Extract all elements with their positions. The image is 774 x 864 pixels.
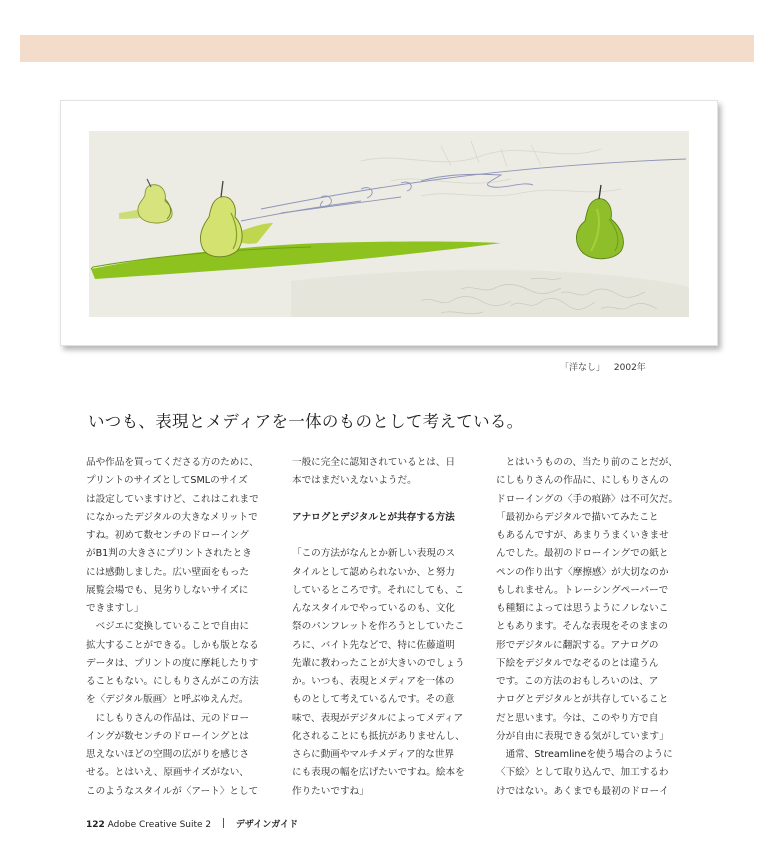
text-line: イングが数センチのドローイングとは — [86, 730, 249, 742]
text-line: ともあります。そんな表現をそのままの — [496, 621, 668, 633]
text-line: んなスタイルでやっているのも、文化 — [292, 603, 455, 614]
text-line: です。この方法のおもしろいのは、ア — [496, 676, 659, 687]
text-line: 作りたいですね」 — [292, 785, 369, 797]
text-line: 形でデジタルに翻訳する。アナログの — [496, 639, 659, 651]
text-line: 本ではまだいえないようだ。 — [292, 475, 417, 487]
text-column-2 — [292, 454, 482, 801]
text-line: すね。初めて数センチのドローイング — [86, 530, 249, 541]
text-line: 一般に完全に認知されているとは、日 — [292, 457, 456, 468]
text-line: を〈デジタル版画〉と呼ぶゆえんだ。 — [86, 694, 249, 706]
text-line: も種類によっては思うようにノレないこ — [496, 603, 669, 614]
text-line: んでした。最初のドローイングでの紙と — [496, 548, 669, 560]
section-name: デザインガイド — [235, 820, 299, 830]
text-column-1 — [86, 454, 276, 801]
page-number: 122 — [86, 820, 105, 830]
text-line: 化されることにも抵抗がありませんし、 — [292, 730, 465, 742]
text-line: 祭のパンフレットを作ろうとしていたこ — [292, 621, 465, 633]
text-line: けではない。あくまでも最初のドローイ — [496, 785, 669, 797]
text-line: 「この方法がなんとか新しい表現のス — [292, 548, 456, 560]
text-line — [292, 491, 482, 509]
footer-divider — [223, 818, 224, 828]
text-line: は設定していますけど、これはこれまで — [86, 493, 259, 505]
artwork-illustration — [61, 101, 717, 345]
text-line: 拡大することができる。しかも版となる — [86, 639, 259, 651]
page-footer — [86, 817, 298, 830]
text-line: ろに、バイト先などで、特に佐藤道明 — [292, 639, 455, 651]
text-line: がB1判の大きさにプリントされたとき — [86, 548, 252, 560]
text-line: とはいうものの、当たり前のことだが、 — [496, 457, 678, 468]
artwork-year: 2002年 — [613, 363, 646, 373]
text-line: ベジエに変換していることで自由に — [86, 621, 250, 633]
text-line: 品や作品を買ってくださる方のために、 — [86, 457, 259, 468]
text-line: ることもない。にしもりさんがこの方法 — [86, 676, 259, 687]
text-line: 〈下絵〉として取り込んで、加工するわ — [496, 767, 669, 779]
text-line: 通常、Streamlineを使う場合のように — [496, 749, 673, 760]
text-line: 先輩に教わったことが大きいのでしょう — [292, 657, 465, 669]
text-line: か。いつも、表現とメディアを一体の — [292, 676, 455, 687]
text-line: もしれません。トレーシングペーパーで — [496, 584, 669, 596]
text-line: ペンの作り出す〈摩擦感〉が大切なのか — [496, 566, 669, 578]
text-line: だと思います。今は、このやり方で自 — [496, 712, 659, 724]
text-line: 味で、表現がデジタルによってメディア — [292, 712, 464, 724]
text-line: 展覧会場でも、見劣りしないサイズに — [86, 584, 249, 596]
text-line — [292, 527, 482, 545]
headline: いつも、表現とメディアを一体のものとして考えている。 — [88, 412, 524, 431]
artwork-title: 「洋なし」 — [560, 363, 606, 373]
text-line: 下絵をデジタルでなぞるのとは違うん — [496, 657, 659, 669]
text-line: タイルとして認められないか、と努力 — [292, 566, 455, 578]
artwork-caption — [560, 360, 646, 373]
book-title: Adobe Creative Suite 2 — [107, 820, 212, 830]
text-line: にも表現の幅を広げたいですね。絵本を — [292, 767, 465, 779]
text-line: 「最初からデジタルで描いてみたこと — [496, 511, 659, 523]
text-line: プリントのサイズとしてSMLのサイズ — [86, 475, 248, 487]
text-line: 思えないほどの空間の広がりを感じさ — [86, 749, 250, 760]
text-line: ドローイングの〈手の痕跡〉は不可欠だ。 — [496, 493, 679, 505]
text-line: 分が自由に表現できる気がしています」 — [496, 730, 669, 742]
text-line: もあるんですが、あまりうまくいきませ — [496, 530, 669, 541]
text-column-3 — [496, 454, 686, 801]
text-line: データは、プリントの度に摩耗したりす — [86, 657, 259, 669]
artwork-pears — [60, 100, 718, 346]
text-line: ナログとデジタルとが共存していること — [496, 694, 669, 706]
text-line: せる。とはいえ、原画サイズがない、 — [86, 767, 249, 779]
section-heading: アナログとデジタルとが共存する方法 — [292, 511, 455, 523]
text-line: になかったデジタルの大きなメリットで — [86, 511, 258, 523]
text-line: ものとして考えているんです。その意 — [292, 694, 455, 706]
header-band — [20, 35, 754, 62]
text-line: しているところです。それにしても、こ — [292, 584, 464, 596]
text-line: には感動しました。広い壁面をもった — [86, 566, 250, 578]
text-line: さらに動画やマルチメディア的な世界 — [292, 749, 454, 760]
text-line: にしもりさんの作品に、にしもりさんの — [496, 475, 669, 487]
text-line: にしもりさんの作品は、元のドロー — [86, 712, 250, 724]
text-line: このようなスタイルが〈アート〉として — [86, 785, 259, 797]
text-line: できますし」 — [86, 603, 144, 614]
